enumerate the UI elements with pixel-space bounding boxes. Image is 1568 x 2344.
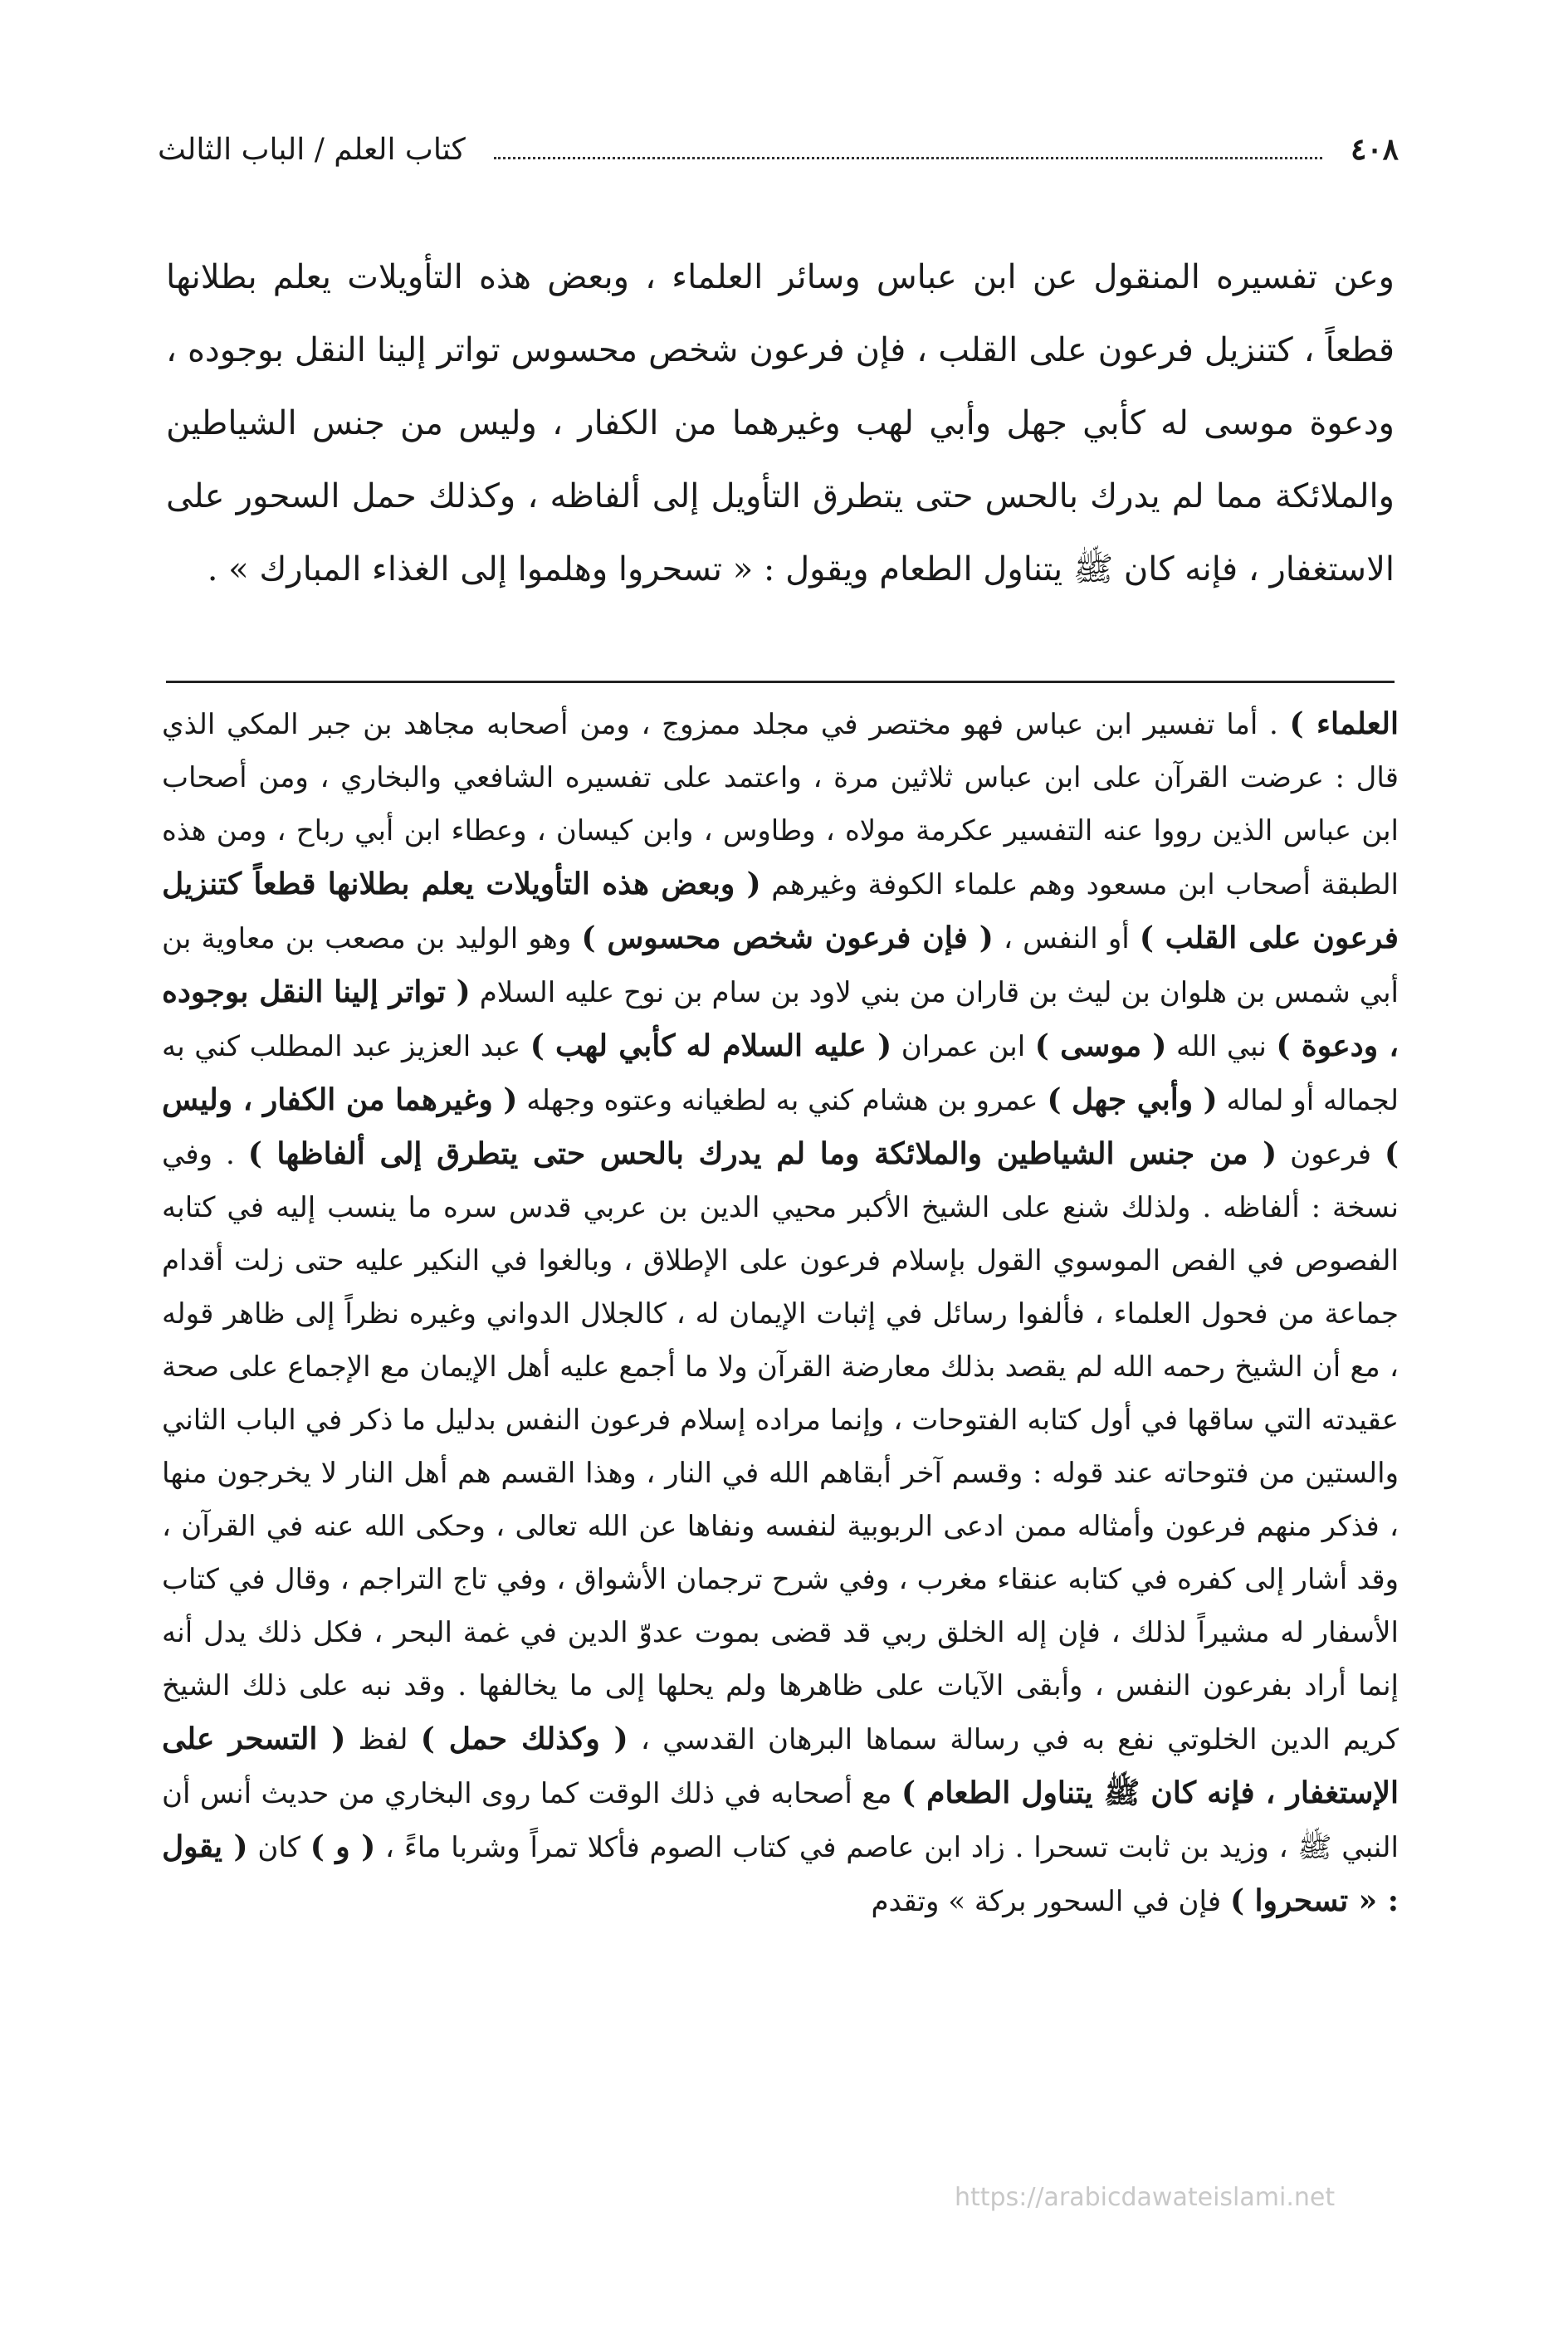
main-text: [166, 241, 1395, 606]
commentary-segment: نبي الله: [1166, 1030, 1277, 1063]
footnote-separator: [166, 681, 1395, 683]
page-number: ٤٠٨: [1350, 132, 1399, 167]
commentary-segment: . وفي نسخة : ألفاظه . ولذلك شنع على الشيخ الأكبر محيي الدين بن عربي قدس سره ما ينسب إليه في كتابه الفصوص في الفص الموسوي القول بإسلام فرعون على الإطلاق ، وبالغوا في النكير عليه حتى زلت أقدام جماعة من فحول العلماء ، فألفوا رسائل في إثبات الإيمان له ، كالجلال الدواني وغيره نظراً إلى ظاهر قوله ، مع أن الشيخ رحمه الله لم يقصد بذلك معارضة القرآن ولا ما أجمع عليه أهل الإيمان مع الإجماع على صحة عقيدته التي ساقها في أول كتابه الفتوحات ، وإنما مراده إسلام فرعون النفس بدليل ما ذكر في الباب الثاني والستين من فتوحاته عند قوله : وقسم آخر أبقاهم الله في النار ، وهذا القسم هم أهل النار لا يخرجون منها ، فذكر منهم فرعون وأمثاله ممن ادعى الربوبية لنفسه ونفاها عن الله تعالى ، وحكى الله عنه في القرآن ، وقد أشار إلى كفره في كتابه عنقاء مغرب ، وفي شرح ترجمان الأشواق ، وفي تاج التراجم ، وقال في كتاب الأسفار له مشيراً لذلك ، فإن إله الخلق ربي قد قضى بموت عدوّ الدين في غمة البحر ، فكل ذلك يدل أنه إنما أراد بفرعون النفس ، وأبقى الآيات على ظاهرها ولم يحلها إلى ما يخالفها . وقد نبه على ذلك الشيخ كريم الدين الخلوتي نفع به في رسالة سماها البرهان القدسي ،: [162, 1138, 1399, 1756]
commentary-segment: أو النفس ،: [993, 922, 1140, 955]
commentary-segment: ( تواتر إلينا النقل بوجوده ، ودعوة ): [162, 974, 1399, 1063]
commentary-segment: ( فإن فرعون شخص محسوس ): [581, 921, 994, 955]
commentary: [162, 697, 1399, 2216]
commentary-segment: فإن في السحور بركة » وتقدم: [871, 1885, 1230, 1918]
commentary-segment: وهو الوليد بن مصعب بن معاوية بن أبي شمس بن هلوان بن ليث بن قاران من بني لاود بن سام بن نوح عليه السلام: [162, 922, 1399, 1009]
commentary-segment: عبد العزيز عبد المطلب كني به لجماله أو لماله: [162, 1030, 1399, 1117]
page-header: [158, 125, 1399, 174]
watermark-url: https://arabicdawateislami.net: [955, 2183, 1336, 2212]
commentary-segment: كان: [247, 1831, 310, 1864]
commentary-segment: لفظ: [345, 1723, 421, 1756]
commentary-segment: ( وكذلك حمل ): [420, 1721, 628, 1756]
commentary-segment: ( وبعض هذه التأويلات يعلم بطلانها قطعاً كتنزيل فرعون على القلب ): [162, 867, 1399, 955]
commentary-segment: ( و ): [310, 1829, 376, 1864]
commentary-segment: مع أصحابه في ذلك الوقت كما روى البخاري من حديث أنس أن النبي ﷺ ، وزيد بن ثابت تسحرا . زاد ابن عاصم في كتاب الصوم فأكلا تمراً وشربا ماءً ،: [162, 1777, 1399, 1864]
commentary-segment: ابن عمران: [891, 1030, 1035, 1063]
commentary-segment: ( وأبي جهل ): [1047, 1082, 1218, 1117]
commentary-segment: عمرو بن هشام كني به لطغيانه وعتوه وجهله: [517, 1084, 1048, 1117]
commentary-segment: . أما تفسير ابن عباس فهو مختصر في مجلد ممزوج ، ومن أصحابه مجاهد بن جبر المكي الذي قال : عرضت القرآن على ابن عباس ثلاثين مرة ، واعتمد على تفسيره الشافعي والبخاري ، ومن أصحاب ابن عباس الذين رووا عنه التفسير عكرمة مولاه ، وطاوس ، وابن كيسان ، وعطاء ابن أبي رباح ، ومن هذه الطبقة أصحاب ابن مسعود وهم علماء الكوفة وغيرهم: [162, 708, 1399, 901]
commentary-segment: ( موسى ): [1034, 1028, 1167, 1063]
commentary-segment: ( يقول : « تسحروا ): [162, 1829, 1399, 1918]
commentary-segment: فرعون: [1277, 1138, 1385, 1171]
running-title: كتاب العلم / الباب الثالث: [158, 132, 466, 167]
commentary-segment: ( عليه السلام له كأبي لهب ): [530, 1028, 892, 1063]
header-dotted-leader: [494, 157, 1322, 159]
commentary-segment: ( وغيرهما من الكفار ، وليس ): [162, 1082, 1399, 1171]
commentary-segment: ( التسحر على الإستغفار ، فإنه كان ﷺ يتناول الطعام ): [162, 1721, 1399, 1810]
commentary-segment: العلماء ): [1289, 706, 1399, 741]
main-paragraph: وعن تفسيره المنقول عن ابن عباس وسائر العلماء ، وبعض هذه التأويلات يعلم بطلانها قطعاً ، كتنزيل فرعون على القلب ، فإن فرعون شخص محسوس تواتر إلينا النقل بوجوده ، ودعوة موسى له كأبي جهل وأبي لهب وغيرهما من الكفار ، وليس من جنس الشياطين والملائكة مما لم يدرك بالحس حتى يتطرق التأويل إلى ألفاظه ، وكذلك حمل السحور على الاستغفار ، فإنه كان ﷺ يتناول الطعام ويقول : « تسحروا وهلموا إلى الغذاء المبارك » .: [166, 258, 1395, 588]
commentary-segment: ( من جنس الشياطين والملائكة وما لم يدرك بالحس حتى يتطرق إلى ألفاظها ): [247, 1136, 1277, 1171]
